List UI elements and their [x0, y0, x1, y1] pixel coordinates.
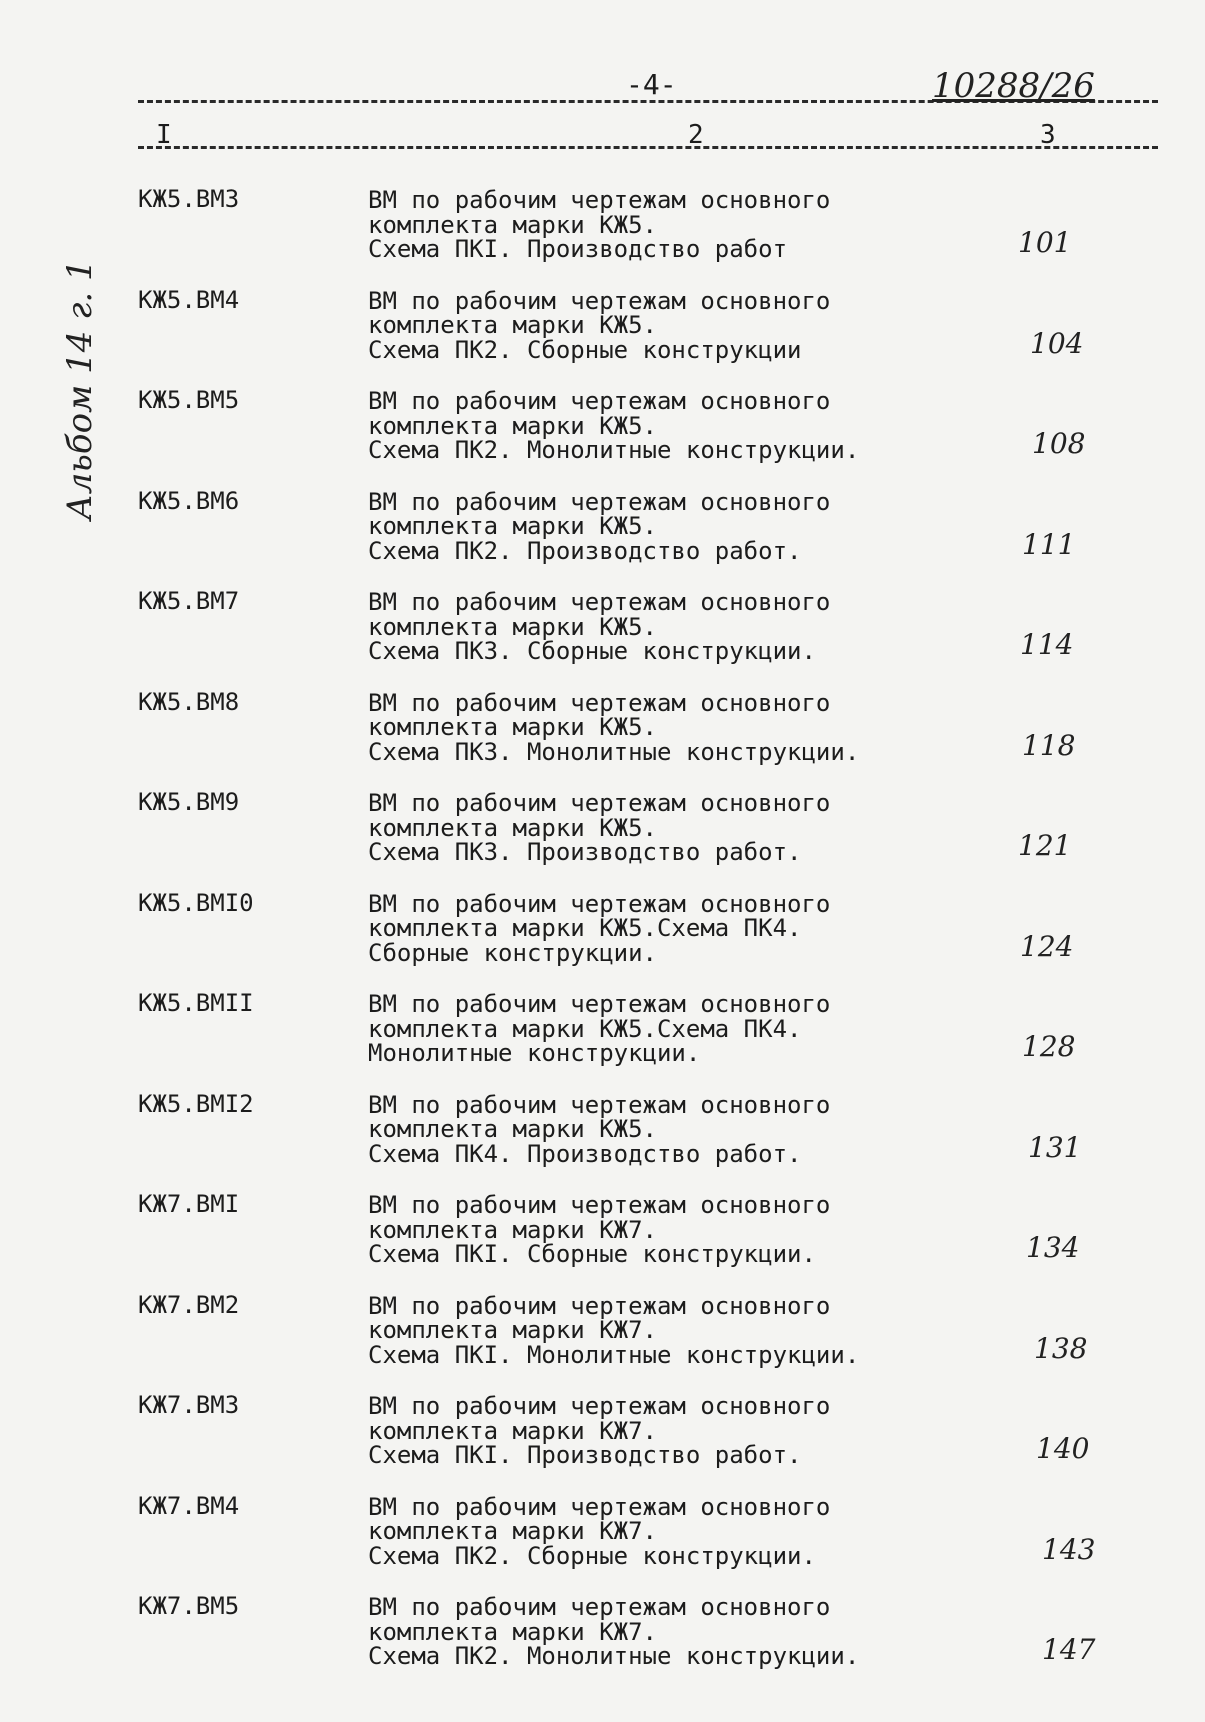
list-item — [0, 1587, 1205, 1688]
entry-line: Схема ПК3. Производство работ. — [368, 838, 802, 866]
entry-line: Схема ПКI. Производство работ — [368, 235, 788, 263]
entry-code: КЖ5.ВМ4 — [138, 285, 240, 314]
entry-code: КЖ5.ВМ8 — [138, 687, 240, 716]
entry-code: КЖ7.ВМ2 — [138, 1290, 240, 1319]
entry-line: комплекта марки КЖ5. — [368, 713, 657, 741]
entry-page-number: 111 — [1022, 527, 1076, 561]
entry-code: КЖ5.ВМI2 — [138, 1089, 254, 1118]
entry-line: комплекта марки КЖ7. — [368, 1517, 657, 1545]
list-item — [0, 381, 1205, 482]
entry-code: КЖ5.ВМ3 — [138, 185, 240, 213]
entry-line: Схема ПК3. Монолитные конструкции. — [368, 737, 860, 766]
entry-code: КЖ5.ВМ9 — [138, 788, 240, 816]
entry-description — [368, 889, 831, 967]
entry-line: комплекта марки КЖ5. — [368, 612, 657, 641]
album-margin-note: Альбом 14 г. 1 — [60, 259, 100, 520]
entry-line: ВМ по рабочим чертежам основного — [368, 1392, 831, 1420]
entry-description — [368, 1394, 830, 1468]
entry-line: комплекта марки КЖ5. — [368, 813, 657, 842]
entry-code: КЖ7.ВМI — [138, 1190, 240, 1218]
entry-page-number: 114 — [1020, 628, 1074, 661]
entry-line: комплекта марки КЖ5. — [368, 1115, 657, 1143]
entry-page-number: 134 — [1026, 1231, 1080, 1264]
list-item — [0, 1286, 1205, 1387]
entry-code: КЖ7.ВМ4 — [138, 1491, 240, 1520]
entry-page-number: 101 — [1018, 226, 1072, 259]
entry-description — [368, 389, 859, 463]
entry-line: комплекта марки КЖ5.Схема ПК4. — [368, 1014, 802, 1043]
entry-description — [368, 590, 830, 664]
entry-code: КЖ7.ВМ5 — [138, 1592, 240, 1620]
entry-page-number: 124 — [1020, 929, 1074, 963]
entry-line: Схема ПК2. Сборные конструкции. — [368, 1541, 816, 1570]
entry-line: ВМ по рабочим чертежам основного — [368, 286, 831, 315]
entry-line: Сборные конструкции. — [368, 938, 657, 967]
entries-list — [0, 180, 1205, 1688]
list-item — [0, 281, 1205, 382]
entry-code: КЖ5.ВМ6 — [138, 486, 240, 515]
entry-page-number: 108 — [1032, 427, 1086, 460]
entry-line: комплекта марки КЖ5. — [368, 210, 657, 239]
entry-line: комплекта марки КЖ7. — [368, 1617, 657, 1646]
entry-line: Схема ПК2. Монолитные конструкции. — [368, 436, 860, 464]
entry-description — [368, 1090, 831, 1168]
column-header-2: 2 — [688, 120, 704, 150]
entry-code: КЖ7.ВМ3 — [138, 1391, 240, 1419]
entry-description — [368, 286, 831, 364]
list-item — [0, 1085, 1205, 1186]
entry-page-number: 121 — [1018, 829, 1072, 862]
entry-line: ВМ по рабочим чертежам основного — [368, 990, 831, 1018]
entry-line: Схема ПК4. Производство работ. — [368, 1139, 802, 1168]
entry-line: Монолитные конструкции. — [368, 1039, 701, 1067]
entry-line: ВМ по рабочим чертежам основного — [368, 387, 831, 415]
entry-line: ВМ по рабочим чертежам основного — [368, 487, 831, 516]
entry-line: Схема ПКI. Производство работ. — [368, 1441, 802, 1469]
entry-code: КЖ5.ВМ7 — [138, 587, 240, 615]
entry-description — [368, 688, 860, 766]
entry-code: КЖ5.ВМI0 — [138, 888, 254, 917]
entry-line: ВМ по рабочим чертежам основного — [368, 688, 831, 717]
entry-line: ВМ по рабочим чертежам основного — [368, 588, 831, 616]
entry-line: ВМ по рабочим чертежам основного — [368, 1191, 831, 1219]
entry-line: ВМ по рабочим чертежам основного — [368, 1291, 831, 1320]
entry-line: ВМ по рабочим чертежам основного — [368, 1593, 831, 1621]
entry-line: ВМ по рабочим чертежам основного — [368, 889, 831, 918]
entry-page-number: 118 — [1022, 728, 1076, 762]
entry-code: КЖ5.ВМII — [138, 989, 254, 1017]
entry-page-number: 147 — [1042, 1633, 1096, 1666]
list-item — [0, 1487, 1205, 1588]
entry-line: Схема ПКI. Монолитные конструкции. — [368, 1340, 860, 1369]
entry-page-number: 138 — [1034, 1331, 1088, 1365]
entry-line: ВМ по рабочим чертежам основного — [368, 186, 831, 214]
entry-line: комплекта марки КЖ7. — [368, 1215, 657, 1244]
entry-line: Схема ПК2. Сборные конструкции — [368, 335, 802, 364]
entry-description — [368, 791, 830, 865]
entry-line: комплекта марки КЖ5.Схема ПК4. — [368, 914, 802, 942]
entry-line: Схема ПК2. Производство работ. — [368, 536, 802, 565]
entry-description — [368, 1595, 859, 1669]
entry-description — [368, 1291, 860, 1369]
entry-page-number: 131 — [1028, 1130, 1082, 1164]
entry-line: ВМ по рабочим чертежам основного — [368, 789, 831, 817]
entry-page-number: 104 — [1030, 326, 1084, 360]
entry-description — [368, 1193, 830, 1267]
list-item — [0, 984, 1205, 1085]
entry-line: ВМ по рабочим чертежам основного — [368, 1090, 831, 1119]
entry-line: Схема ПКI. Сборные конструкции. — [368, 1240, 816, 1268]
document-number: 10288/26 — [932, 66, 1095, 106]
entry-line: комплекта марки КЖ7. — [368, 1416, 657, 1445]
entry-page-number: 128 — [1022, 1030, 1076, 1063]
entry-line: комплекта марки КЖ5. — [368, 411, 657, 440]
header-rule-bottom — [138, 146, 1158, 149]
entry-code: КЖ5.ВМ5 — [138, 386, 240, 414]
entry-page-number: 140 — [1036, 1432, 1090, 1465]
entry-description — [368, 1492, 831, 1570]
entry-line: ВМ по рабочим чертежам основного — [368, 1492, 831, 1521]
column-header-1: I — [156, 120, 172, 150]
entry-line: комплекта марки КЖ7. — [368, 1316, 657, 1344]
list-item — [0, 482, 1205, 583]
entry-description — [368, 188, 830, 262]
entry-line: Схема ПК3. Сборные конструкции. — [368, 637, 816, 665]
page-marker: -4- — [626, 68, 677, 101]
list-item — [0, 582, 1205, 683]
entry-line: комплекта марки КЖ5. — [368, 311, 657, 339]
entry-page-number: 143 — [1042, 1532, 1096, 1566]
list-item — [0, 180, 1205, 281]
entry-line: Схема ПК2. Монолитные конструкции. — [368, 1642, 860, 1670]
entry-line: комплекта марки КЖ5. — [368, 512, 657, 540]
column-header-3: 3 — [1040, 120, 1056, 150]
list-item — [0, 1386, 1205, 1487]
list-item — [0, 1185, 1205, 1286]
entry-description — [368, 992, 830, 1066]
entry-description — [368, 487, 831, 565]
list-item — [0, 683, 1205, 784]
list-item — [0, 783, 1205, 884]
list-item — [0, 884, 1205, 985]
